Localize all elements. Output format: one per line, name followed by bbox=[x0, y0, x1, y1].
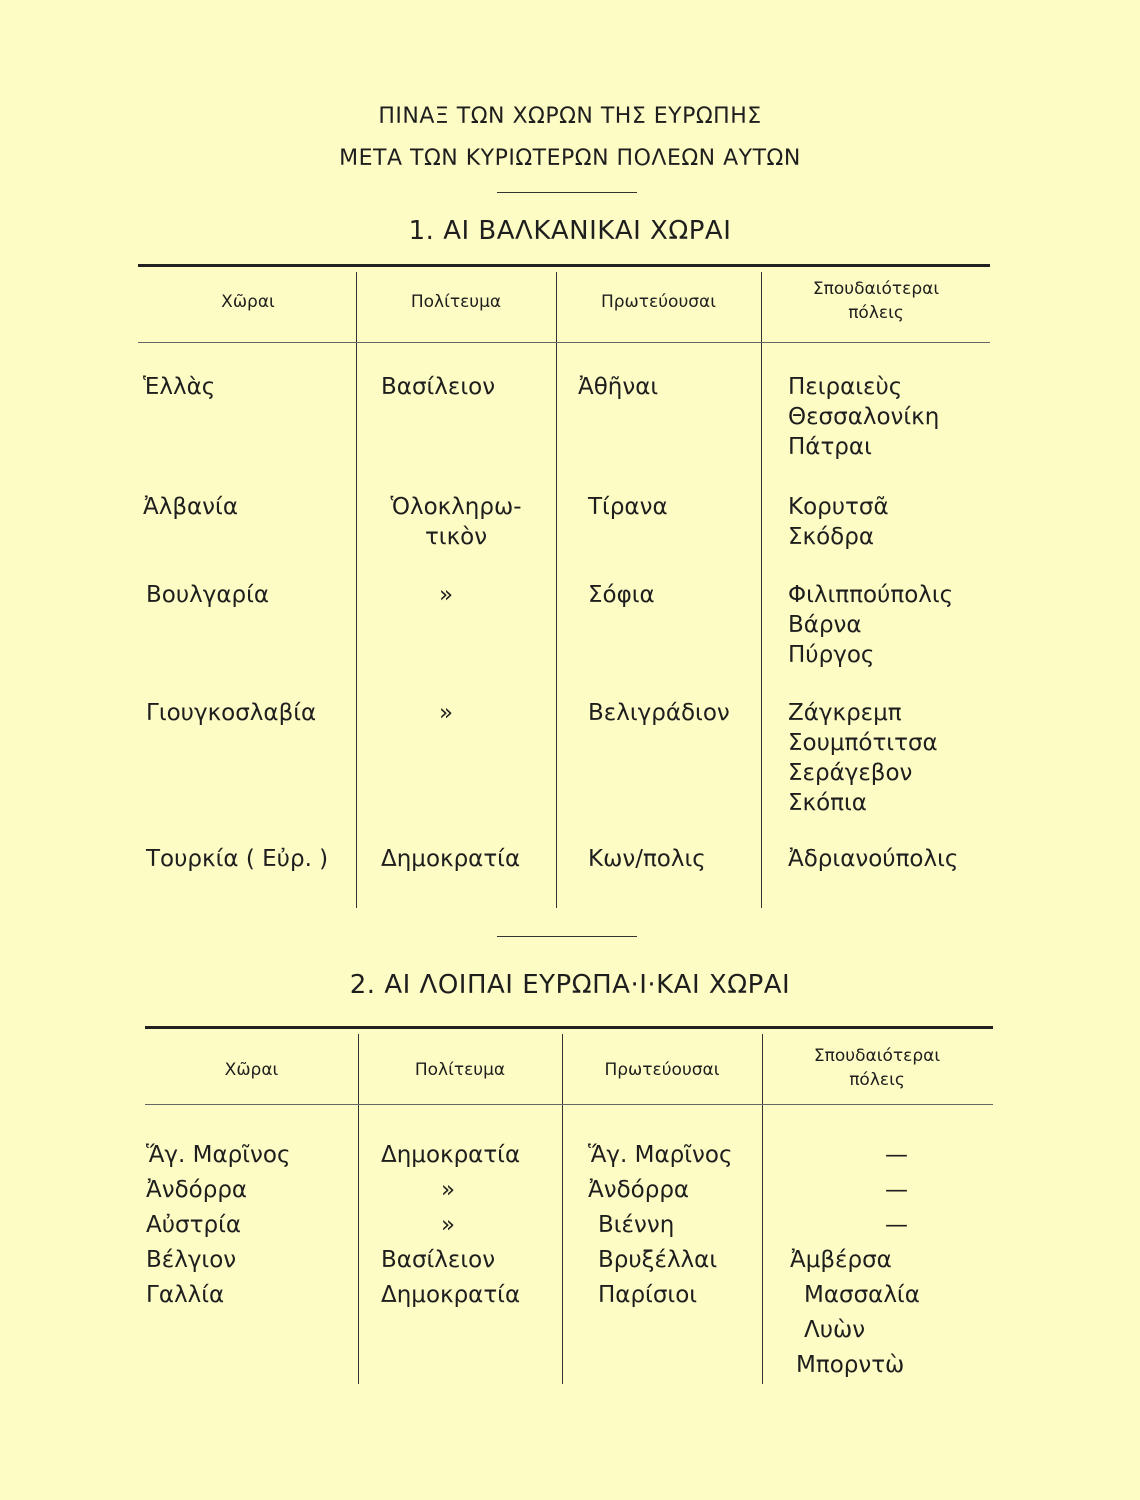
s2-country: Γαλλία bbox=[146, 1282, 225, 1308]
s1-row4-city: Σκόπια bbox=[788, 790, 867, 816]
s1-row4-cities bbox=[788, 698, 938, 818]
section1-header-country: Χῶραι bbox=[221, 292, 275, 312]
s1-row2-country: Ἀλβανία bbox=[143, 494, 238, 520]
s2-capitals-column bbox=[588, 1138, 732, 1313]
section1-divider-1 bbox=[356, 272, 357, 908]
s1-row1-city: Θεσσαλονίκη bbox=[788, 404, 940, 430]
section2-header-country: Χῶραι bbox=[224, 1060, 279, 1080]
section1-header-capital: Πρωτεύουσαι bbox=[600, 292, 717, 312]
section2-header-capital: Πρωτεύουσαι bbox=[604, 1060, 720, 1080]
section2-header-regime: Πολίτευμα bbox=[414, 1060, 506, 1080]
s1-row5-city: Ἀδριανούπολις bbox=[788, 846, 959, 872]
section2-header-cities bbox=[762, 1044, 992, 1092]
s1-row2-regime bbox=[366, 492, 546, 552]
s2-city: — bbox=[885, 1177, 908, 1203]
s1-row2-capital: Τίρανα bbox=[588, 494, 668, 520]
section2-header-rule bbox=[145, 1104, 993, 1105]
s1-row4-capital: Βελιγράδιον bbox=[588, 700, 730, 726]
s2-countries-column bbox=[146, 1138, 290, 1313]
s2-city: — bbox=[885, 1142, 908, 1168]
s2-city: Λυὼν bbox=[804, 1317, 866, 1343]
s2-capital: Παρίσιοι bbox=[598, 1282, 698, 1308]
section1-header-cities-line2: πόλεις bbox=[848, 303, 904, 323]
s1-row5-regime-line: Δημοκρατία bbox=[381, 846, 521, 872]
s2-regime: Δημοκρατία bbox=[381, 1282, 521, 1308]
s2-country: Ἅγ. Μαρῖνος bbox=[146, 1142, 291, 1168]
s1-row4-city: Ζάγκρεμπ bbox=[788, 700, 902, 726]
s1-row1-cities bbox=[788, 372, 939, 462]
section-separator bbox=[497, 936, 637, 937]
s1-row1-regime-line: Βασίλειον bbox=[381, 374, 496, 400]
s1-row3-regime-line: » bbox=[438, 582, 454, 608]
s1-row3-capital: Σόφια bbox=[588, 582, 655, 608]
s2-capital: Ἀνδόρρα bbox=[588, 1177, 690, 1203]
section1-heading: 1. ΑΙ ΒΑΛΚΑΝΙΚΑΙ ΧΩΡΑΙ bbox=[408, 216, 732, 246]
section1-divider-3 bbox=[761, 272, 762, 908]
section1-header-rule bbox=[138, 342, 990, 343]
s2-city: — bbox=[885, 1212, 908, 1238]
s1-row1-capital: Ἀθῆναι bbox=[578, 374, 659, 400]
page-title-line2: ΜΕΤΑ ΤΩΝ ΚΥΡΙΩΤΕΡΩΝ ΠΟΛΕΩΝ ΑΥΤΩΝ bbox=[339, 146, 801, 171]
s2-regime: » bbox=[441, 1177, 456, 1203]
s1-row3-regime bbox=[396, 580, 496, 610]
s2-regime: Βασίλειον bbox=[381, 1247, 496, 1273]
s1-row2-regime-line: Ὁλοκληρω- bbox=[390, 494, 522, 520]
s1-row2-city: Σκόδρα bbox=[788, 524, 874, 550]
s1-row5-regime bbox=[381, 844, 520, 874]
s1-row1-city: Πάτραι bbox=[788, 434, 872, 460]
s1-row3-cities bbox=[788, 580, 953, 670]
s2-country: Αὐστρία bbox=[146, 1212, 242, 1238]
s1-row4-city: Σεράγεβον bbox=[788, 760, 913, 786]
section2-divider-2 bbox=[562, 1034, 563, 1384]
s2-country: Βέλγιον bbox=[146, 1247, 237, 1273]
s1-row3-city: Πύργος bbox=[788, 642, 875, 668]
s2-city: Μπορντὼ bbox=[796, 1352, 905, 1378]
s1-row5-cities bbox=[788, 844, 958, 874]
section2-divider-1 bbox=[358, 1034, 359, 1384]
s2-cities-column bbox=[790, 1138, 920, 1383]
s1-row3-country: Βουλγαρία bbox=[146, 582, 270, 608]
s1-row4-regime-line: » bbox=[438, 700, 454, 726]
s1-row4-regime bbox=[396, 698, 496, 728]
s2-country: Ἀνδόρρα bbox=[146, 1177, 248, 1203]
s2-regime: » bbox=[441, 1212, 456, 1238]
s1-row3-city: Βάρνα bbox=[788, 612, 862, 638]
s1-row5-country: Τουρκία ( Εὐρ. ) bbox=[146, 846, 329, 872]
section2-header-cities-line1: Σπουδαιότεραι bbox=[813, 1046, 941, 1066]
s1-row5-capital: Κων/πολις bbox=[588, 846, 706, 872]
s2-city: Μασσαλία bbox=[804, 1282, 920, 1308]
s1-row2-cities bbox=[788, 492, 889, 552]
s2-capital: Ἅγ. Μαρῖνος bbox=[588, 1142, 733, 1168]
section1-header-cities-line1: Σπουδαιότεραι bbox=[812, 279, 940, 299]
s2-regimes-column bbox=[381, 1138, 520, 1313]
title-separator bbox=[497, 192, 637, 193]
s2-regime: Δημοκρατία bbox=[381, 1142, 521, 1168]
s1-row1-country: Ἑλλὰς bbox=[143, 374, 216, 400]
section1-header-regime: Πολίτευμα bbox=[410, 292, 502, 312]
s1-row3-city: Φιλιππούπολις bbox=[788, 582, 954, 608]
s1-row2-regime-line: τικὸν bbox=[424, 524, 488, 550]
s2-capital: Βιέννη bbox=[598, 1212, 675, 1238]
s1-row2-city: Κορυτσᾶ bbox=[788, 494, 889, 520]
section2-header-cities-line2: πόλεις bbox=[849, 1070, 905, 1090]
s1-row1-regime bbox=[381, 372, 495, 402]
s1-row4-country: Γιουγκοσλαβία bbox=[146, 700, 317, 726]
s2-city: Ἀμβέρσα bbox=[790, 1247, 892, 1273]
section1-header-cities bbox=[761, 277, 991, 325]
section2-heading: 2. ΑΙ ΛΟΙΠΑΙ ΕΥΡΩΠΑ·Ι·ΚΑΙ ΧΩΡΑΙ bbox=[349, 970, 791, 1000]
s1-row1-city: Πειραιεὺς bbox=[788, 374, 903, 400]
section1-divider-2 bbox=[556, 272, 557, 908]
section2-top-rule bbox=[145, 1026, 993, 1029]
page-title-line1: ΠΙΝΑΞ ΤΩΝ ΧΩΡΩΝ ΤΗΣ ΕΥΡΩΠΗΣ bbox=[378, 104, 762, 129]
section1-top-rule bbox=[138, 264, 990, 267]
s2-capital: Βρυξέλλαι bbox=[598, 1247, 718, 1273]
s1-row4-city: Σουμπότιτσα bbox=[788, 730, 938, 756]
